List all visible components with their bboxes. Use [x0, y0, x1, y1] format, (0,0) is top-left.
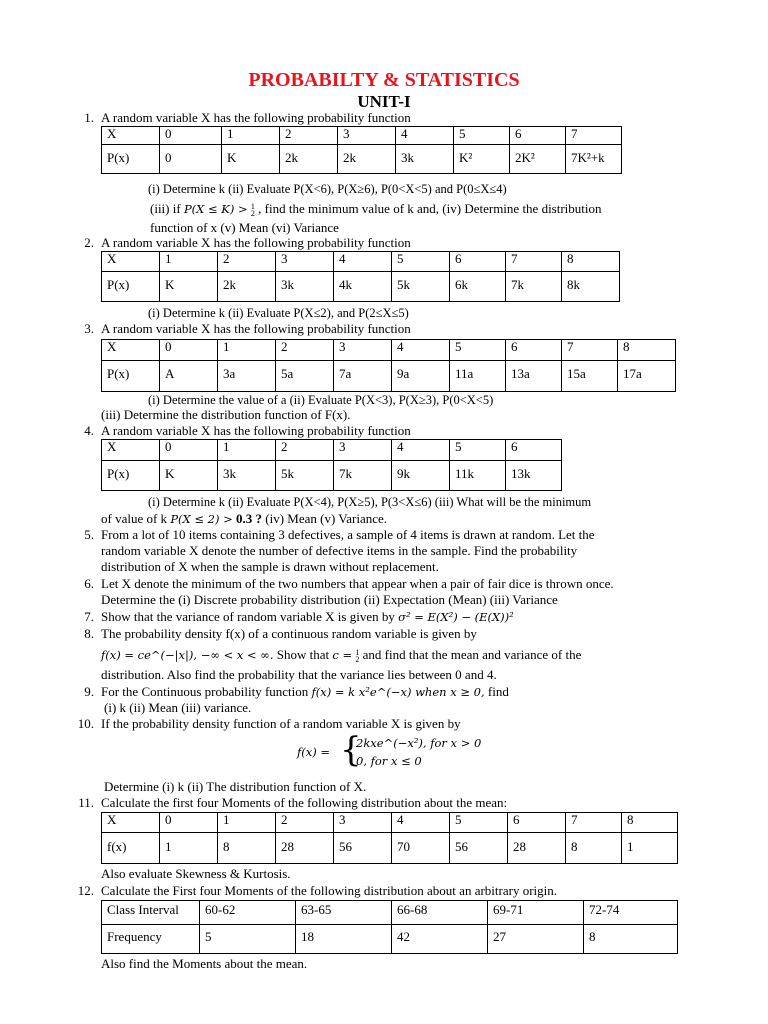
table-cell: 5 [450, 813, 508, 833]
math-expression: 2kxe^(−x²), for x > 0 [356, 736, 482, 750]
table-cell: 1 [160, 833, 218, 864]
table-cell: 69-71 [488, 901, 584, 925]
piecewise-lhs [297, 745, 330, 759]
question-text: Let X denote the minimum of the two numbers that appear when a pair of fair dice is thrown once. [101, 576, 614, 591]
table-cell: 63-65 [296, 901, 392, 925]
math-expression: f(x) = k x²e^(−x) when x ≥ 0, [311, 685, 485, 699]
question-text: The probability density f(x) of a continuous random variable is given by [101, 626, 477, 641]
table-cell: 1 [160, 252, 218, 272]
question-number: 1. [84, 110, 94, 125]
table-cell: 4 [392, 813, 450, 833]
table-cell: 3 [334, 340, 392, 361]
table-cell: A [160, 361, 218, 392]
math-expression: 0, for x ≤ 0 [356, 754, 422, 768]
table-cell: 7 [566, 813, 622, 833]
text-span: (iv) Mean (v) Variance. [262, 511, 388, 526]
table-cell: 13a [506, 361, 562, 392]
table-cell: 28 [276, 833, 334, 864]
question-subparts: (i) Determine the value of a (ii) Evaluate P(X<3), P(X≥3), P(0<X<5) [148, 393, 494, 407]
table-cell: 18 [296, 925, 392, 954]
table-cell: 3a [218, 361, 276, 392]
question-number: 12. [77, 883, 94, 898]
question-text: Calculate the first four Moments of the following distribution about the mean: [101, 795, 508, 810]
table-cell: X [102, 340, 160, 361]
probability-table [101, 251, 620, 302]
table-cell: 3k [396, 145, 454, 174]
table-row [102, 340, 676, 361]
table-cell: 2k [218, 272, 276, 302]
table-cell: 5 [450, 440, 506, 461]
piecewise-case [356, 754, 422, 768]
text-span: For the Continuous probability function [101, 684, 312, 699]
table-cell: 7 [566, 127, 622, 145]
table-row [102, 272, 620, 302]
fraction-numerator: 1 [250, 202, 255, 212]
question-subparts: (i) Determine k (ii) Evaluate P(X≤2), and P(2≤X≤5) [148, 306, 409, 320]
table-cell: 2 [218, 252, 276, 272]
question-number: 5. [84, 527, 94, 542]
table-cell: 8 [566, 833, 622, 864]
table-row [102, 440, 562, 461]
table-cell: 5k [276, 461, 334, 491]
unit-heading: UNIT-I [357, 92, 411, 111]
table-cell: 8 [584, 925, 678, 954]
table-cell: P(x) [102, 461, 160, 491]
table-cell: 5 [454, 127, 510, 145]
table-cell: f(x) [102, 833, 160, 864]
table-cell: 0 [160, 340, 218, 361]
math-expression: P(X ≤ 2) > [170, 512, 233, 526]
question-subparts: (i) Determine k (ii) Evaluate P(X<4), P(X≥5), P(3<X≤6) (iii) What will be the minimum [148, 495, 592, 509]
table-cell: X [102, 440, 160, 461]
question-number: 9. [84, 684, 94, 699]
question-number: 6. [84, 576, 94, 591]
table-cell: 3 [334, 440, 392, 461]
table-cell: 0 [160, 813, 218, 833]
table-cell: 8k [562, 272, 620, 302]
text-span: and find that the mean and variance of the [359, 647, 582, 662]
table-cell: 3 [276, 252, 334, 272]
fraction-denominator: 2 [250, 209, 255, 219]
table-cell: K [222, 145, 280, 174]
table-cell: 6k [450, 272, 506, 302]
table-cell: 28 [508, 833, 566, 864]
page-title: PROBABILTY & STATISTICS [248, 69, 520, 91]
table-cell: 4 [392, 440, 450, 461]
math-expression: f(x) = [297, 745, 331, 759]
question-subparts: function of x (v) Mean (vi) Variance [150, 220, 339, 235]
question-subparts [101, 512, 387, 526]
table-cell: K [160, 272, 218, 302]
question-text: A random variable X has the following probability function [101, 321, 411, 336]
table-cell: P(x) [102, 361, 160, 392]
table-cell: 0 [160, 127, 222, 145]
question-subparts: Also evaluate Skewness & Kurtosis. [101, 866, 291, 881]
question-subparts: (iii) Determine the distribution function of F(x). [101, 407, 351, 422]
table-cell: 2 [280, 127, 338, 145]
question-text [101, 610, 514, 624]
table-cell: 3 [334, 813, 392, 833]
table-row [102, 461, 562, 491]
table-cell: P(x) [102, 145, 160, 174]
math-expression: σ² = E(X²) − (E(X))² [398, 610, 514, 624]
table-cell: X [102, 127, 160, 145]
table-cell: 8 [622, 813, 678, 833]
question-text: From a lot of 10 items containing 3 defectives, a sample of 4 items is drawn at random. Let the [101, 527, 595, 542]
table-cell: 15a [562, 361, 618, 392]
table-cell: 2k [280, 145, 338, 174]
table-cell: 27 [488, 925, 584, 954]
question-number: 2. [84, 235, 94, 250]
table-cell: 1 [622, 833, 678, 864]
fraction-numerator: 1 [355, 648, 360, 658]
table-cell: 7a [334, 361, 392, 392]
table-cell: 0 [160, 145, 222, 174]
frequency-table [101, 812, 678, 864]
table-cell: 5a [276, 361, 334, 392]
table-cell: 0 [160, 440, 218, 461]
class-interval-table [101, 900, 678, 954]
question-text [101, 685, 509, 699]
table-cell: 9a [392, 361, 450, 392]
text-span: Show that [273, 647, 333, 662]
table-cell: Class Interval [102, 901, 200, 925]
table-cell: 70 [392, 833, 450, 864]
question-text: random variable X denote the number of defective items in the sample. Find the probability [101, 543, 578, 558]
table-cell: 7k [506, 272, 562, 302]
brace-symbol: { [340, 730, 362, 770]
table-cell: 5 [392, 252, 450, 272]
table-cell: 4 [334, 252, 392, 272]
table-cell: 11k [450, 461, 506, 491]
question-text [101, 648, 581, 663]
question-subparts: Also find the Moments about the mean. [101, 956, 308, 971]
math-expression: c = [332, 648, 353, 662]
table-row [102, 925, 678, 954]
table-cell: 2K² [510, 145, 566, 174]
table-cell: 8 [618, 340, 676, 361]
question-number: 8. [84, 626, 94, 641]
probability-table [101, 339, 676, 392]
question-subparts [150, 202, 602, 217]
math-expression: P(X ≤ K) > [183, 202, 248, 216]
probability-table [101, 126, 622, 174]
table-cell: 3k [276, 272, 334, 302]
question-number: 11. [78, 795, 94, 810]
table-cell: 7k [334, 461, 392, 491]
table-cell: 6 [450, 252, 506, 272]
question-text: A random variable X has the following probability function [101, 235, 411, 250]
table-cell: 6 [506, 340, 562, 361]
table-cell: 1 [218, 340, 276, 361]
table-cell: K [160, 461, 218, 491]
question-subparts: (i) Determine k (ii) Evaluate P(X<6), P(X≥6), P(0<X<5) and P(0≤X≤4) [148, 182, 507, 196]
probability-table [101, 439, 562, 491]
question-subparts: Determine (i) k (ii) The distribution function of X. [104, 779, 367, 794]
question-number: 3. [84, 321, 94, 336]
table-cell: 2 [276, 813, 334, 833]
question-text: A random variable X has the following probability function [101, 110, 411, 125]
table-cell: K² [454, 145, 510, 174]
table-row [102, 361, 676, 392]
table-cell: 42 [392, 925, 488, 954]
table-cell: Frequency [102, 925, 200, 954]
table-cell: X [102, 252, 160, 272]
table-cell: 6 [508, 813, 566, 833]
table-cell: 2 [276, 340, 334, 361]
text-span: Show that the variance of random variable X is given by [101, 609, 399, 624]
question-text: distribution. Also find the probability that the variance lies between 0 and 4. [101, 667, 497, 682]
table-cell: 6 [510, 127, 566, 145]
table-row [102, 252, 620, 272]
table-cell: 6 [506, 440, 562, 461]
table-cell: P(x) [102, 272, 160, 302]
question-text: distribution of X when the sample is drawn without replacement. [101, 559, 439, 574]
table-cell: 11a [450, 361, 506, 392]
text-span: of value of k [101, 511, 171, 526]
table-row [102, 127, 622, 145]
table-row [102, 833, 678, 864]
table-cell: 7 [506, 252, 562, 272]
question-text: Determine the (i) Discrete probability distribution (ii) Expectation (Mean) (iii) Variance [101, 592, 558, 607]
table-cell: 2 [276, 440, 334, 461]
table-cell: 5k [392, 272, 450, 302]
table-cell: 66-68 [392, 901, 488, 925]
question-subparts: (i) k (ii) Mean (iii) variance. [104, 700, 252, 715]
table-row [102, 813, 678, 833]
table-cell: 17a [618, 361, 676, 392]
table-row [102, 901, 678, 925]
text-span: (iii) if [150, 201, 184, 216]
question-number: 4. [84, 423, 94, 438]
question-text: A random variable X has the following probability function [101, 423, 411, 438]
question-number: 7. [84, 609, 94, 624]
table-cell: 3k [218, 461, 276, 491]
table-cell: 1 [218, 813, 276, 833]
text-span: 0.3 ? [232, 511, 263, 526]
question-text: If the probability density function of a random variable X is given by [101, 716, 461, 731]
table-cell: 8 [562, 252, 620, 272]
table-cell: 4k [334, 272, 392, 302]
fraction-denominator: 2 [355, 655, 360, 665]
question-number: 10. [77, 716, 94, 731]
table-cell: 56 [334, 833, 392, 864]
table-cell: 1 [222, 127, 280, 145]
table-cell: 5 [450, 340, 506, 361]
table-row [102, 145, 622, 174]
question-text: Calculate the First four Moments of the following distribution about an arbitrary origin. [101, 883, 557, 898]
table-cell: 7K²+k [566, 145, 622, 174]
table-cell: 9k [392, 461, 450, 491]
table-cell: 56 [450, 833, 508, 864]
table-cell: 7 [562, 340, 618, 361]
table-cell: 8 [218, 833, 276, 864]
table-cell: 13k [506, 461, 562, 491]
table-cell: 1 [218, 440, 276, 461]
table-cell: 4 [396, 127, 454, 145]
table-cell: 2k [338, 145, 396, 174]
table-cell: 60-62 [200, 901, 296, 925]
table-cell: 72-74 [584, 901, 678, 925]
table-cell: 4 [392, 340, 450, 361]
math-expression: f(x) = ce^(−|x|), −∞ < x < ∞. [101, 648, 274, 662]
text-span: , find the minimum value of k and, (iv) Determine the distribution [254, 201, 602, 216]
table-cell: X [102, 813, 160, 833]
table-cell: 5 [200, 925, 296, 954]
piecewise-case [356, 736, 481, 750]
text-span: find [484, 684, 509, 699]
table-cell: 3 [338, 127, 396, 145]
